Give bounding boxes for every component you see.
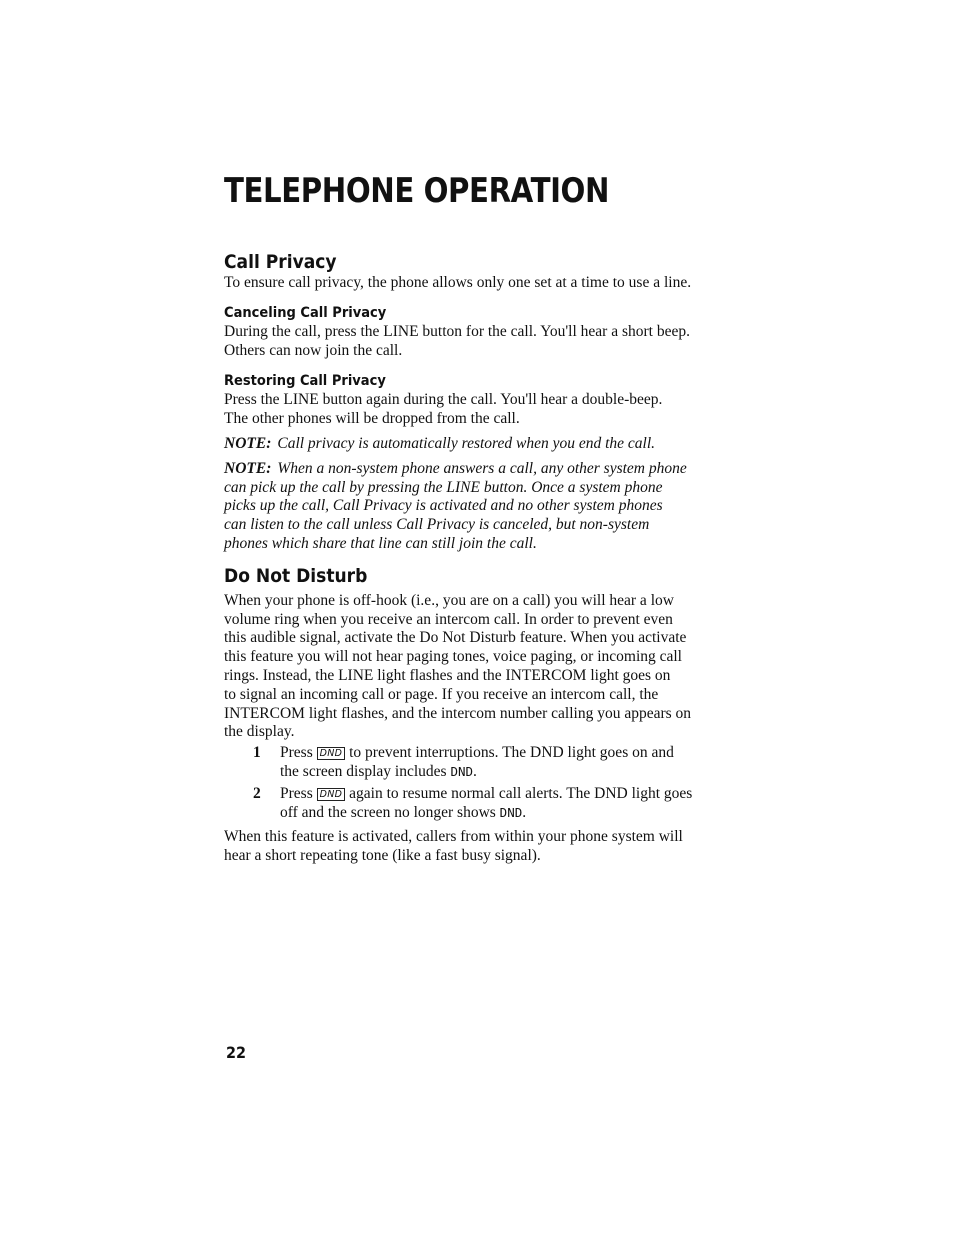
dnd-intro-line: this feature you will not hear paging tones, voice paging, or incoming call (224, 648, 682, 666)
canceling-line-2: Others can now join the call. (224, 341, 403, 359)
call-privacy-intro: To ensure call privacy, the phone allows only one set at a time to use a line. (224, 274, 692, 291)
step-text: the screen display includes (280, 762, 447, 780)
dnd-closing-line: hear a short repeating tone (like a fast busy signal). (224, 847, 541, 865)
dnd-intro-line: to signal an incoming call or page. If you receive an intercom call, the (224, 685, 659, 703)
dnd-closing-line: When this feature is activated, callers from within your phone system will (224, 828, 683, 846)
manual-page (224, 168, 729, 866)
display-text: DND (450, 763, 474, 779)
dnd-key-icon: DND (317, 747, 346, 760)
restoring-line-1: Press the LINE button again during the call. You'll hear a double-beep. (224, 391, 663, 409)
dnd-intro-line: INTERCOM light flashes, and the intercom number calling you appears on (224, 704, 692, 722)
note-label: NOTE: (224, 459, 272, 477)
step-text: Press (280, 744, 313, 762)
step-text: . (473, 762, 477, 780)
step-number: 1 (253, 744, 261, 762)
dnd-key-icon: DND (317, 788, 346, 801)
restoring-line-2: The other phones will be dropped from the call. (224, 410, 520, 428)
dnd-intro-line: this audible signal, activate the Do Not Disturb feature. When you activate (224, 629, 687, 647)
note-non-system-phone (224, 460, 729, 554)
restoring-call-privacy-heading: Restoring Call Privacy (224, 373, 386, 390)
page-title: TELEPHONE OPERATION (224, 171, 610, 211)
note-label: NOTE: (224, 434, 272, 452)
note-text: Call privacy is automatically restored when you end the call. (277, 434, 656, 452)
note-line: can pick up the call by pressing the LINE button. Once a system phone (224, 478, 663, 496)
note-line: can listen to the call unless Call Privacy is canceled, but non-system (224, 516, 650, 534)
dnd-intro-line: When your phone is off-hook (i.e., you are on a call) you will hear a low (224, 591, 674, 609)
step-text: Press (280, 784, 313, 802)
canceling-line-1: During the call, press the LINE button for the call. You'll hear a short beep. (224, 322, 690, 340)
step-number: 2 (253, 784, 261, 802)
note-call-privacy-restored (224, 435, 729, 454)
dnd-intro (224, 592, 729, 742)
page-number: 22 (226, 1043, 247, 1062)
dnd-intro-line: rings. Instead, the LINE light flashes and the INTERCOM light goes on (224, 666, 671, 684)
step-text: off and the screen no longer shows (280, 803, 496, 821)
note-line: picks up the call, Call Privacy is activated and no other system phones (224, 497, 663, 515)
canceling-call-privacy-heading: Canceling Call Privacy (224, 304, 387, 321)
do-not-disturb-heading: Do Not Disturb (224, 564, 368, 587)
note-line: When a non-system phone answers a call, any other system phone (277, 459, 687, 477)
step-text: . (522, 803, 527, 821)
call-privacy-heading: Call Privacy (224, 251, 337, 273)
dnd-step-1 (224, 744, 729, 782)
step-text: again to resume normal call alerts. The DND light goes (349, 784, 693, 802)
dnd-intro-line: the display. (224, 723, 295, 741)
step-text: to prevent interruptions. The DND light goes on and (349, 744, 674, 762)
dnd-intro-line: volume ring when you receive an intercom call. In order to prevent even (224, 610, 673, 628)
note-line: phones which share that line can still join the call. (224, 534, 537, 552)
dnd-step-2 (224, 785, 729, 823)
display-text: DND (499, 804, 523, 820)
